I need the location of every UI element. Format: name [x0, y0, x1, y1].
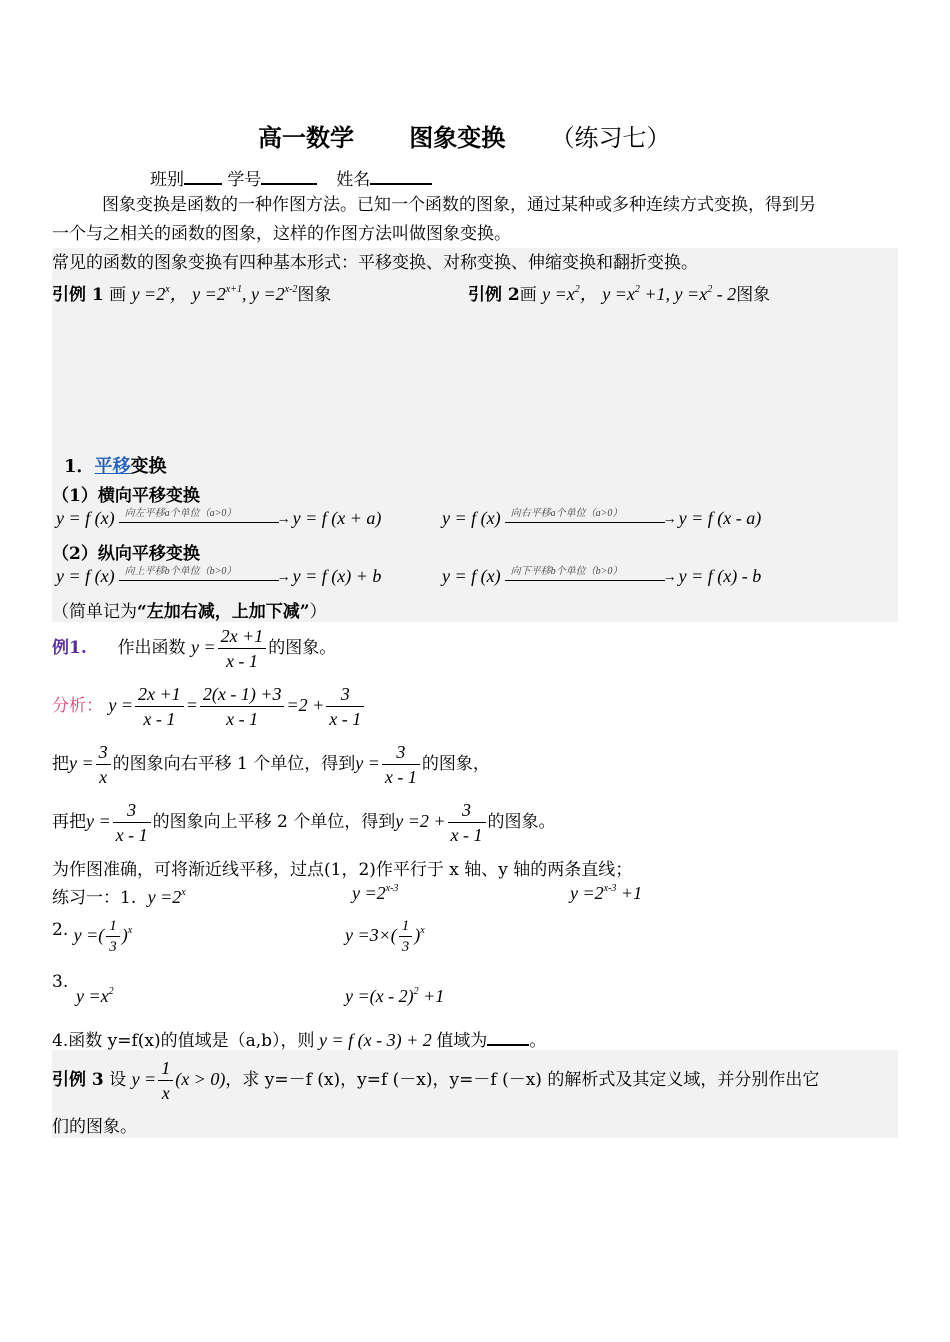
intro-line-1: 图象变换是函数的一种作图方法。已知一个函数的图象，通过某种或多种连续方式变换，得到另 — [102, 195, 816, 215]
q4-pre: 4.函数 y=f(x)的值域是（a,b），则 — [52, 1031, 315, 1051]
title-sub: （练习七） — [550, 124, 671, 152]
analysis-frac-2: $\frac{2(x - 1) +3}{x - 1}$ — [200, 682, 285, 731]
step1-mid: 的图象向右平移 1 个单位，得到 — [112, 754, 356, 774]
shift-left-rule: y = f (x) 向左平移a个单位（a>0） → y = f (x + a) — [56, 508, 381, 530]
practice-3b: y =(x - 2)$^2$ +1 — [345, 986, 445, 1006]
intro-line-2: 一个与之相关的函数的图象，这样的作图方法叫做图象变换。 — [52, 224, 511, 244]
page-title — [258, 118, 671, 153]
shift-right-cond: 向右平移a个单位（a>0） — [510, 507, 623, 519]
translation-link[interactable]: 平移 — [94, 456, 131, 477]
shift-up-arrow: 向上平移b个单位（b>0） → — [119, 568, 289, 588]
practice-2a-frac: $\frac{1}{3}$ — [106, 916, 120, 957]
practice-n3: 3. — [52, 972, 69, 992]
section1-rest: 变换 — [130, 456, 167, 477]
q4-tail: 。 — [529, 1031, 547, 1051]
shift-left-arrow: 向左平移a个单位（a>0） → — [119, 510, 289, 530]
number-blank[interactable] — [261, 165, 317, 185]
lead2-draw: 画 — [519, 285, 537, 305]
step1-tail: 的图象， — [421, 754, 490, 774]
practice-4 — [52, 1026, 546, 1051]
number-label: 学号 — [227, 170, 262, 190]
section1-num: 1． — [64, 456, 95, 477]
step2-tail: 的图象。 — [487, 812, 556, 832]
analysis-label: 分析 — [52, 696, 86, 716]
lead-example-2 — [468, 280, 770, 306]
lead1-draw: 画 — [109, 285, 127, 305]
example1-text: 作出函数 — [117, 638, 186, 658]
lead3-line-2: 们的图象。 — [52, 1117, 137, 1137]
example1-label: 例1. — [52, 638, 87, 658]
lead3-frac: $\frac{1}{x}$ — [158, 1056, 173, 1105]
example1-tail: 的图象。 — [268, 638, 337, 658]
vertical-shift-heading: （2）纵向平移变换 — [52, 544, 200, 564]
practice-3a: $y =x^2$ — [76, 986, 114, 1006]
lead3-text: ，求 y=－f (x)，y=f (－x)，y=－f (－x) 的解析式及其定义域，并分别作出它 — [225, 1070, 820, 1090]
mnemonic-note — [52, 597, 327, 622]
step1-frac-b: $\frac{3}{x - 1}$ — [382, 740, 420, 789]
practice-1c: $y =2^{x-3} +1$ — [570, 883, 643, 903]
analysis-step-2: 再把y = $\frac{3}{x - 1}$ 的图象向上平移 2 个单位，得到y =2 + $\frac{3}{x - 1}$ 的图象。 — [52, 800, 556, 845]
name-label: 姓名 — [336, 170, 371, 190]
q4-mid: 值域为 — [436, 1031, 488, 1051]
shift-up-cond: 向上平移b个单位（b>0） — [124, 565, 237, 577]
practice-n2: 2. — [52, 920, 69, 940]
practice-row-2: 2. y =( $\frac{1}{3}$ )$^x$ — [52, 918, 133, 955]
practice-1b: $y =2^{x-3}$ — [352, 883, 399, 903]
asymptote-note: 为作图准确，可将渐近线平移，过点(1，2)作平行于 x 轴、y 轴的两条直线； — [52, 860, 633, 880]
shift-left-cond: 向左平移a个单位（a>0） — [124, 507, 237, 519]
step1-frac-a: $\frac{3}{x}$ — [96, 740, 111, 789]
lead2-tail: 图象 — [736, 285, 771, 305]
shift-down-rule: y = f (x) 向下平移b个单位（b>0） → y = f (x) - b — [442, 566, 761, 588]
analysis-frac-1: $\frac{2x +1}{x - 1}$ — [135, 682, 184, 731]
lead1-formula: $y =2^x$， $y =2^{x+1}$, $y =2^{x-2}$ — [131, 284, 298, 304]
class-blank[interactable] — [184, 165, 222, 185]
lead1-tail: 图象 — [297, 285, 332, 305]
class-label: 班别 — [150, 170, 184, 190]
step2-frac-b: $\frac{3}{x - 1}$ — [448, 798, 486, 847]
example1-fraction: $\frac{2x +1}{x - 1}$ — [218, 624, 267, 673]
lead-example-3: 引例 3 设 y = $\frac{1}{x}$ (x > 0)，求 y=－f (x)，y=f (－x)，y=－f (－x) 的解析式及其定义域，并分别作出它 — [52, 1058, 820, 1103]
lead1-label: 引例 1 — [52, 285, 104, 305]
lead2-label: 引例 2 — [468, 285, 520, 305]
lead-example-1 — [52, 280, 331, 306]
name-blank[interactable] — [370, 165, 432, 185]
step2-frac-a: $\frac{3}{x - 1}$ — [113, 798, 151, 847]
practice-row-1 — [52, 883, 186, 908]
note-prefix: （简单记为 — [52, 602, 137, 622]
analysis-colon: ： — [86, 696, 103, 716]
title-main: 高一数学 — [258, 124, 354, 152]
horizontal-shift-heading: （1）横向平移变换 — [52, 486, 200, 506]
practice-2a: y =( — [73, 925, 105, 945]
practice-2b-frac: $\frac{1}{3}$ — [399, 916, 413, 957]
note-suffix: ） — [309, 602, 327, 622]
shift-up-rule: y = f (x) 向上平移b个单位（b>0） → y = f (x) + b — [56, 566, 381, 588]
shift-right-rule: y = f (x) 向右平移a个单位（a>0） → y = f (x - a) — [442, 508, 761, 530]
intro-line-3: 常见的函数的图象变换有四种基本形式：平移变换、对称变换、伸缩变换和翻折变换。 — [52, 253, 698, 273]
practice-label: 练习一：1. — [52, 888, 137, 908]
shift-down-arrow: 向下平移b个单位（b>0） → — [505, 568, 675, 588]
shift-down-cond: 向下平移b个单位（b>0） — [510, 565, 623, 577]
practice-1a: $y =2^x$ — [147, 887, 186, 907]
shift-right-arrow: 向右平移a个单位（a>0） → — [505, 510, 675, 530]
step1-pre: 把 — [52, 754, 69, 774]
step2-pre: 再把 — [52, 812, 86, 832]
lead3-label: 引例 3 — [52, 1070, 104, 1090]
student-info — [150, 165, 432, 190]
note-bold: “左加右减，上加下减” — [137, 602, 310, 622]
step2-mid: 的图象向上平移 2 个单位，得到 — [152, 812, 396, 832]
q4-blank[interactable] — [487, 1026, 529, 1046]
practice-2b: y =3×( $\frac{1}{3}$ )$^x$ — [345, 918, 425, 955]
analysis-line: 分析： y = $\frac{2x +1}{x - 1}$ = $\frac{2(x - 1) +3}{x - 1}$ =2 + $\frac{3}{x - 1}$ — [52, 682, 366, 731]
analysis-frac-3: $\frac{3}{x - 1}$ — [326, 682, 364, 731]
example-1: 例1. 作出函数 y = $\frac{2x +1}{x - 1}$ 的图象。 — [52, 626, 337, 671]
title-topic: 图象变换 — [409, 124, 506, 152]
q4-formula: y = f (x - 3) + 2 — [314, 1030, 437, 1050]
section-1-heading — [64, 452, 167, 478]
analysis-step-1: 把y = $\frac{3}{x}$ 的图象向右平移 1 个单位，得到y = $\frac{3}{x - 1}$ 的图象， — [52, 742, 490, 787]
lead3-set: 设 — [109, 1070, 127, 1090]
lead2-formula: $y =x^2$， $y =x^2 +1$, $y =x^2 - 2$ — [542, 284, 737, 304]
